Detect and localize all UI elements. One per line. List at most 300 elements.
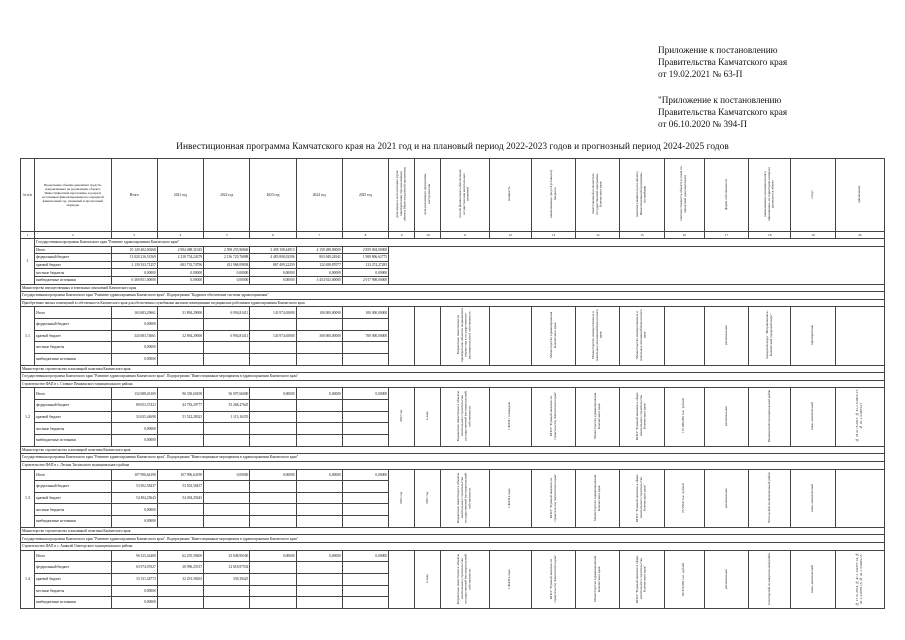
amount-cell: 35 848,96500 [204, 550, 250, 562]
span-row [21, 299, 885, 307]
amount-cell [250, 400, 296, 412]
amount-cell [296, 423, 342, 435]
amount-cell: 2 904 488,31025 [157, 246, 203, 254]
amount-cell: 0,00000 [296, 269, 342, 277]
funding-source-label: местные бюджеты [35, 342, 111, 354]
appendix-line: от 19.02.2021 № 63-П [658, 69, 743, 79]
amount-cell [157, 597, 203, 609]
amount-cell: 2 859 004,00000 [342, 246, 388, 254]
attribute-cell [441, 388, 489, 446]
column-number: 9 [389, 232, 415, 239]
amount-cell [342, 435, 388, 447]
amount-cell: 0,00000 [250, 388, 296, 400]
attribute-cell [704, 307, 748, 365]
column-number: 13 [531, 232, 575, 239]
amount-cell [250, 411, 296, 423]
attribute-text: региональная [723, 406, 728, 427]
attribute-cell [620, 550, 664, 608]
amount-cell [250, 423, 296, 435]
attribute-text: КГКУ "Единый заказчик по строительству Камчатского края" [548, 473, 557, 522]
funding-source-label: Итого [35, 388, 111, 400]
column-number: 20 [835, 232, 884, 239]
attribute-text: 25 550,6 тыс. рублей [681, 482, 686, 513]
attribute-text: Олюторский муниципальный район [766, 552, 771, 605]
attribute-cell [704, 469, 748, 527]
object-name-row: Строительство ФАП в с. Анавгай Олюторского муниципального района [21, 542, 885, 550]
amount-cell: 54 494,25643 [111, 492, 157, 504]
attribute-cell [664, 469, 704, 527]
amount-cell [204, 597, 250, 609]
attribute-cell [531, 469, 575, 527]
attribute-cell [415, 307, 441, 365]
amount-cell [342, 562, 388, 574]
amount-cell [296, 400, 342, 412]
column-number: 3 [111, 232, 157, 239]
amount-cell [296, 319, 342, 331]
attribute-text: региональная [723, 487, 728, 508]
amount-cell: 53 502,58437 [157, 481, 203, 493]
attribute-cell [441, 307, 489, 365]
column-number: 8 [342, 232, 388, 239]
amount-cell [204, 319, 250, 331]
column-number: 6 [250, 232, 296, 239]
amount-cell: 0,00000 [111, 597, 157, 609]
funding-source-label: федеральный бюджет [35, 319, 111, 331]
attribute-text: № 17 от 2014, № 41-1-5-0377-14, № 41-1-5-0378-15, № 41-1-5-0425-15 [855, 551, 863, 606]
attribute-cell [576, 307, 620, 365]
column-number: 7 [296, 232, 342, 239]
amount-cell: 53 502,58437 [111, 481, 157, 493]
header-cell: форма собственности [704, 159, 748, 232]
column-number: 5 [204, 232, 250, 239]
amount-cell [296, 353, 342, 365]
amount-cell [296, 573, 342, 585]
amount-cell: 100 000,00000 [342, 307, 388, 319]
amount-cell: 31 894,29000 [157, 307, 203, 319]
amount-cell: 62 255,59400 [157, 550, 203, 562]
header-cell: ответственный исполнитель государственной программы Камчатского края [576, 159, 620, 232]
header-cell: заказчик (заявитель) по объекту Инвестиционной программы, застройщик [620, 159, 664, 232]
amount-cell [250, 573, 296, 585]
amount-cell [204, 504, 250, 516]
amount-cell [296, 585, 342, 597]
amount-cell [157, 423, 203, 435]
amount-cell [342, 423, 388, 435]
amount-cell: 100 000,00000 [296, 307, 342, 319]
header-cell: 2025 год [342, 159, 388, 232]
attribute-text: КГКУ "Единый заказчик в сфере капитального строительства Камчатского края" [635, 473, 647, 522]
attribute-cell [749, 307, 791, 365]
column-number: 15 [620, 232, 664, 239]
amount-cell [157, 319, 203, 331]
amount-cell [250, 492, 296, 504]
amount-cell [204, 481, 250, 493]
amount-cell: 0,00000 [111, 319, 157, 331]
funding-source-label: местные бюджеты [35, 423, 111, 435]
appendix-block-current [658, 44, 898, 80]
attribute-text: в ходе [424, 574, 429, 583]
attribute-text: Министерство имущественных и земельных отношений Камчатского края [635, 309, 647, 362]
header-cell: наименование муниципального образования, на территории которого реализуется объект [749, 159, 791, 232]
object-name-row: Строительство ФАП в с. Ставное Пенжинского муниципального района [21, 380, 885, 388]
attribute-cell [415, 469, 441, 527]
attribute-text: Министерство здравоохранения Камчатского края [548, 312, 557, 359]
amount-cell [342, 481, 388, 493]
amount-cell [342, 342, 388, 354]
attribute-cell [415, 388, 441, 446]
amount-cell [157, 353, 203, 365]
attribute-cell [835, 469, 884, 527]
amount-cell: 44 783,29777 [157, 400, 203, 412]
amount-cell [157, 516, 203, 528]
attribute-text: иное, комплексный [810, 564, 815, 593]
attribute-cell [664, 307, 704, 365]
amount-cell [204, 342, 250, 354]
funding-source-label: краевой бюджет [35, 573, 111, 585]
header-cell: Предельные объемы денежных средств, направляемых на реализацию объекта Инвестиционной программы, в разрезе источников финансирования на очередной финансовый год, плановый и прогнозный периоды [35, 159, 111, 232]
amount-cell: 300 000,00000 [296, 330, 342, 342]
funding-source-label: внебюджетные источники [35, 597, 111, 609]
amount-cell: 6 994,81411 [204, 307, 250, 319]
header-cell: 2024 год [296, 159, 342, 232]
attribute-text: Бюджетные инвестиции в объекты капитального строительства государственной (муниципальной) собственности [456, 472, 472, 523]
amount-cell: 143 974,65000 [250, 307, 296, 319]
row-number: 1.4 [21, 550, 35, 608]
amount-cell: 33 131,34773 [111, 573, 157, 585]
amount-cell: 431 968,09838 [204, 261, 250, 269]
amount-cell [250, 342, 296, 354]
header-cell: наименование средств (главного) бюджета [531, 159, 575, 232]
attribute-text: 64 373,865 тыс. рублей [681, 562, 686, 596]
subprogram-row: Государственная программа Камчатского края "Развитие здравоохранения Камчатского края". Подпрограмма "Инвестиционные мероприятия в здравоохранении Камчатского края" [21, 535, 885, 543]
amount-cell: 163 683,29661 [111, 307, 157, 319]
amount-cell: 0,00000 [250, 269, 296, 277]
funding-source-label: федеральный бюджет [35, 481, 111, 493]
attribute-cell [664, 550, 704, 608]
amount-cell [204, 492, 250, 504]
attribute-text: Бюджетные инвестиции в объекты капитального строительства государственной (муниципальной) собственности [456, 553, 472, 604]
amount-cell [296, 504, 342, 516]
attribute-cell [415, 550, 441, 608]
amount-cell: 63 974,07627 [111, 562, 157, 574]
attribute-cell [704, 550, 748, 608]
amount-cell: 1 113,16355 [204, 411, 250, 423]
program-name: Государственная программа Камчатского края "Развитие здравоохранения Камчатского края" [35, 239, 885, 247]
column-number: 11 [441, 232, 489, 239]
attribute-text: Министерство здравоохранения Камчатского края [592, 393, 601, 440]
empty-cell [389, 246, 885, 284]
column-number: 1 [21, 232, 35, 239]
ministry-row: Министерство строительства и жилищной политики Камчатского края [21, 527, 885, 535]
amount-cell [296, 342, 342, 354]
amount-cell: 54 494,25643 [157, 492, 203, 504]
amount-cell: 10 120 402,00268 [111, 246, 157, 254]
amount-cell: 0,00000 [342, 550, 388, 562]
amount-cell [157, 585, 203, 597]
amount-cell: 0,00000 [204, 469, 250, 481]
amount-cell: 0,00000 [342, 469, 388, 481]
column-number: 18 [749, 232, 791, 239]
amount-cell [204, 516, 250, 528]
attribute-cell [489, 388, 531, 446]
amount-cell: 122 658,87077 [296, 261, 342, 269]
amount-cell: 35 268,47645 [204, 400, 250, 412]
attribute-text: иное, комплексный [810, 483, 815, 512]
attribute-text: в ходе [424, 412, 429, 421]
amount-cell: 123 274,27285 [342, 261, 388, 269]
appendix-block-previous [658, 94, 898, 130]
amount-cell: 0,00000 [111, 423, 157, 435]
row-number: 1.1 [21, 307, 35, 365]
amount-cell [342, 353, 388, 365]
funding-source-label: Итого [35, 246, 111, 254]
amount-cell: 0,00000 [342, 388, 388, 400]
attribute-text: 131 489,456 тыс. рублей [681, 399, 686, 434]
attribute-text: городской округ "Петропавловск-Камчатский городской округ" [764, 311, 773, 360]
funding-source-label: федеральный бюджет [35, 254, 111, 262]
column-number: 2 [35, 232, 111, 239]
amount-cell [296, 435, 342, 447]
attribute-cell [441, 550, 489, 608]
attribute-text: 1 ФАП с площадью [507, 402, 512, 431]
ministry-row: Министерство строительства и жилищной политики Камчатского края [21, 365, 885, 373]
attribute-text: региональная [723, 325, 728, 346]
subprogram-row: Государственная программа Камчатского края "Развитие здравоохранения Камчатского края". Подпрограмма "Инвестиционные мероприятия в здравоохранении Камчатского края" [21, 454, 885, 462]
span-row [21, 365, 885, 373]
funding-source-label: федеральный бюджет [35, 562, 111, 574]
amount-cell [342, 516, 388, 528]
amount-cell: 2 598 255,96846 [204, 246, 250, 254]
attribute-cell [576, 550, 620, 608]
amount-cell: 107 996,64190 [157, 469, 203, 481]
span-row [21, 373, 885, 381]
amount-cell: 30 996,25537 [157, 562, 203, 574]
attribute-text: приобретение [810, 325, 815, 346]
header-cell: срок ввода в эксплуатацию (срок приобретения) при реализации объекта Инвестиционной программы [389, 159, 415, 232]
attribute-cell [489, 307, 531, 365]
attribute-cell [835, 307, 884, 365]
funding-source-label: федеральный бюджет [35, 400, 111, 412]
attribute-text: Министерство здравоохранения Камчатского края [592, 555, 601, 602]
amount-cell: 0,00000 [296, 469, 342, 481]
span-row [21, 380, 885, 388]
attribute-cell [835, 388, 884, 446]
appendix-line: Правительства Камчатского края [658, 57, 788, 67]
table-header-row [21, 159, 885, 232]
amount-cell [342, 585, 388, 597]
amount-cell: 0,00000 [204, 269, 250, 277]
attribute-cell [704, 388, 748, 446]
header-cell: № п/п [21, 159, 35, 232]
amount-cell [296, 492, 342, 504]
amount-cell [296, 597, 342, 609]
table-row [21, 246, 885, 254]
attribute-text: Министерство имущественных и земельных отношений Камчатского края [591, 309, 603, 362]
attribute-text: Тигильский муниципальный район [766, 472, 771, 523]
column-number: 4 [157, 232, 203, 239]
amount-cell [250, 319, 296, 331]
amount-cell: 0,00000 [296, 388, 342, 400]
attribute-cell [620, 469, 664, 527]
amount-cell: 0,00000 [111, 504, 157, 516]
amount-cell [250, 597, 296, 609]
appendix-line: от 06.10.2020 № 394-П [658, 119, 747, 129]
header-cell: способ финансового обеспечения осуществления капитальных вложений [441, 159, 489, 232]
amount-cell: 0,00000 [111, 585, 157, 597]
amount-cell: 0,00000 [250, 550, 296, 562]
amount-cell: 80 053,37423 [111, 400, 157, 412]
amount-cell: 32 894,29000 [157, 330, 203, 342]
amount-cell: 0,00000 [204, 276, 250, 284]
amount-cell: 343 683,74661 [111, 330, 157, 342]
column-number-row [21, 232, 885, 239]
amount-cell: 0,00000 [157, 276, 203, 284]
amount-cell [296, 562, 342, 574]
attribute-cell [389, 469, 415, 527]
column-number: 12 [489, 232, 531, 239]
amount-cell [342, 504, 388, 516]
attribute-text: региональная [723, 568, 728, 589]
header-cell: срок реализации программы, инструментов [415, 159, 441, 232]
attribute-cell [791, 388, 835, 446]
appendix-line: Приложение к постановлению [658, 45, 778, 55]
amount-cell: 0,00000 [250, 276, 296, 284]
attribute-cell [835, 550, 884, 608]
row-number: 1.3 [21, 469, 35, 527]
investment-program-table [20, 158, 885, 609]
attribute-text: № 23 от 15.2017, № 41-1-5-0472-17, № 41-1-5-0473-17 [855, 389, 863, 443]
document-title: Инвестиционная программа Камчатского края на 2021 год и на плановый период 2022-2023 годов и прогнозный период 2024-2025 годов [176, 142, 729, 152]
attribute-text: КГКУ "Единый заказчик в сфере капитального строительства Камчатского края" [635, 392, 647, 441]
object-name-row: Приобретение жилых помещений в собственность Камчатского края для обеспечения служебными жилыми помещениями медицинских работников здравоохранения Камчатского края [21, 299, 885, 307]
amount-cell [157, 342, 203, 354]
attribute-cell [531, 550, 575, 608]
amount-cell [204, 423, 250, 435]
amount-cell [250, 516, 296, 528]
column-number: 10 [415, 232, 441, 239]
attribute-cell [749, 469, 791, 527]
object-name-row: Строительство ФАП в с. Лесная Тигильского муниципального района [21, 461, 885, 469]
header-cell: мощность [489, 159, 531, 232]
amount-cell: 36 097,66000 [204, 388, 250, 400]
amount-cell: 132 688,26100 [111, 388, 157, 400]
attribute-cell [791, 469, 835, 527]
funding-source-label: местные бюджеты [35, 585, 111, 597]
row-number: 1.2 [21, 388, 35, 446]
attribute-cell [620, 388, 664, 446]
ministry-row: Министерство строительства и жилищной политики Камчатского края [21, 446, 885, 454]
amount-cell [204, 585, 250, 597]
funding-source-label: Итого [35, 307, 111, 319]
amount-cell: 52 635,44698 [111, 411, 157, 423]
span-row [21, 542, 885, 550]
amount-cell: 2 917 908,00000 [342, 276, 388, 284]
attribute-cell [576, 388, 620, 446]
column-number: 19 [791, 232, 835, 239]
amount-cell: 700 000,00000 [342, 330, 388, 342]
funding-source-label: краевой бюджет [35, 330, 111, 342]
header-cell: статус [791, 159, 835, 232]
span-row [21, 292, 885, 300]
attribute-text: КГКУ "Единый заказчик в сфере капитального строительства Камчатского края" [635, 554, 647, 603]
funding-source-label: местные бюджеты [35, 504, 111, 516]
amount-cell [296, 481, 342, 493]
amount-cell: 867 409,22259 [250, 261, 296, 269]
span-row [21, 454, 885, 462]
appendix-line: "Приложение к постановлению [658, 95, 782, 105]
attribute-cell [489, 550, 531, 608]
funding-source-label: внебюджетные источники [35, 516, 111, 528]
amount-cell: 143 974,65000 [250, 330, 296, 342]
amount-cell: 4 158 288,00000 [296, 246, 342, 254]
subprogram-row: Государственная программа Камчатского края "Развитие здравоохранения Камчатского края". Подпрограмма "Инвестиционные мероприятия в здравоохранении Камчатского края" [21, 373, 885, 381]
amount-cell [250, 562, 296, 574]
amount-cell: 96 330,60100 [157, 388, 203, 400]
amount-cell: 0,00000 [111, 516, 157, 528]
attribute-cell [791, 307, 835, 365]
amount-cell [342, 597, 388, 609]
amount-cell: 0,00000 [296, 550, 342, 562]
funding-source-label: Итого [35, 550, 111, 562]
span-row [21, 461, 885, 469]
attribute-cell [389, 307, 415, 365]
attribute-text: 2021 год [424, 491, 429, 504]
attribute-cell [749, 550, 791, 608]
funding-source-label: местные бюджеты [35, 269, 111, 277]
amount-cell: 0,00000 [342, 269, 388, 277]
attribute-text: 2022 год [398, 410, 403, 423]
attribute-cell [531, 388, 575, 446]
amount-cell: 32 818,87592 [204, 562, 250, 574]
amount-cell [250, 353, 296, 365]
funding-source-label: Итого [35, 469, 111, 481]
span-row [21, 446, 885, 454]
amount-cell: 6 369 851,00000 [111, 276, 157, 284]
attribute-text: КГКУ "Единый заказчик по строительству Камчатского края" [548, 392, 557, 441]
span-row [21, 284, 885, 292]
attribute-text: КГКУ "Единый заказчик по строительству Камчатского края" [548, 554, 557, 603]
amount-cell: 96 325,42400 [111, 550, 157, 562]
amount-cell [250, 435, 296, 447]
amount-cell: 2 218 754,24379 [157, 254, 203, 262]
attribute-cell [749, 388, 791, 446]
column-number: 16 [664, 232, 704, 239]
amount-cell: 803 049,24941 [296, 254, 342, 262]
amount-cell [204, 435, 250, 447]
amount-cell [296, 516, 342, 528]
amount-cell: 0,00000 [111, 353, 157, 365]
amount-cell: 0,00000 [250, 469, 296, 481]
attribute-text: Министерство здравоохранения Камчатского края [592, 474, 601, 521]
funding-source-label: внебюджетные источники [35, 276, 111, 284]
amount-cell: 13 020 216,51569 [111, 254, 157, 262]
attribute-text: 1 ФАП в ходе [507, 568, 512, 589]
amount-cell: 0,00000 [111, 342, 157, 354]
attribute-text: Бюджетные инвестиции на приобретение объектов недвижимого имущества в государственную (муниципальную) собственность [456, 308, 472, 363]
amount-cell [204, 353, 250, 365]
amount-cell: 1 908 806,62775 [342, 254, 388, 262]
amount-cell [342, 492, 388, 504]
amount-cell: 3 454 923,00000 [296, 276, 342, 284]
header-cell: 2023 год [250, 159, 296, 232]
amount-cell: 4 483 808,03296 [250, 254, 296, 262]
attribute-text: 1 ФАП в ходе [507, 487, 512, 508]
amount-cell: 3 458 108,44913 [250, 246, 296, 254]
funding-source-label: внебюджетные источники [35, 435, 111, 447]
amount-cell [250, 504, 296, 516]
table-row [21, 469, 885, 481]
amount-cell [342, 400, 388, 412]
